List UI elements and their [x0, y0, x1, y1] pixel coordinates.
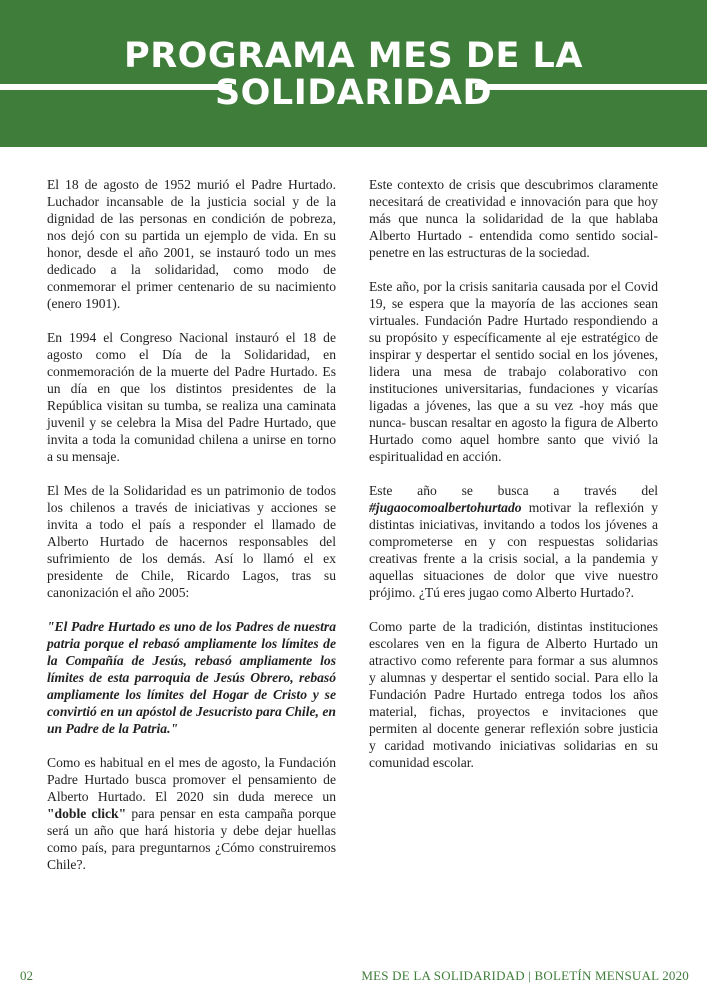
- page-title-line2: SOLIDARIDAD: [214, 73, 493, 113]
- paragraph: [369, 482, 658, 601]
- paragraph: En 1994 el Congreso Nacional instauró el 18 de agosto como el Día de la Solidaridad, en conmemoración de la muerte del Padre Hurtado. Es un día en que los distintos presidentes de la República visitan su tumba, se realiza una caminata juvenil y se celebra la Misa del Padre Hurtado, que invita a toda la comunidad chilena a unirse en torno a su mensaje.: [47, 330, 336, 464]
- text-span: para pensar en esta campaña porque será un año que hará historia y debe dejar huellas como país, para preguntarnos ¿Cómo construiremos Chile?.: [47, 806, 336, 872]
- text-span: Como es habitual en el mes de agosto, la Fundación Padre Hurtado busca promover el pensamiento de Alberto Hurtado. El 2020 sin duda merece un: [47, 755, 336, 804]
- right-column: [369, 176, 658, 788]
- paragraph: El 18 de agosto de 1952 murió el Padre Hurtado. Luchador incansable de la justicia social y de la dignidad de las personas en condición de pobreza, nos dejó con su partida un ejemplo de vida. En su honor, desde el año 2001, se instauró todo un mes dedicado a la solidaridad, como modo de conmemorar el primer centenario de su nacimiento (enero 1901).: [47, 177, 336, 311]
- paragraph: Este contexto de crisis que descubrimos claramente necesitará de creatividad e innovación para que hoy más que nunca la solidaridad de la que hablaba Alberto Hurtado - entendida como sentido social- penetre en las estructuras de la sociedad.: [369, 177, 658, 260]
- bold-text: "doble click": [47, 806, 127, 821]
- text-span: Este año se busca a través del: [369, 483, 658, 498]
- paragraph: [47, 754, 336, 873]
- paragraph: Este año, por la crisis sanitaria causada por el Covid 19, se espera que la mayoría de las acciones sean virtuales. Fundación Padre Hurtado respondiendo a su propósito y específicamente al eje estratégico de inspirar y despertar el sentido social en los jóvenes, lidera una mesa de trabajo colaborativo con instituciones universitarias, fundaciones y vicarías ligadas a jóvenes, las que a su vez -hoy más que nunca- buscan resaltar en agosto la figura de Alberto Hurtado como aquel hombre santo que vivió la espiritualidad en acción.: [369, 279, 658, 464]
- page-number: 02: [20, 968, 33, 983]
- left-column: [47, 176, 336, 890]
- text-span: motivar la reflexión y distintas iniciativas, invitando a todos los jóvenes a comprometerse en y con respuestas solidarias creativas frente a la crisis social, a la pandemia y aquellas situaciones de dolor que vive nuestro prójimo. ¿Tú eres jugao como Alberto Hurtado?.: [369, 500, 658, 600]
- hashtag: #jugaocomoalbertohurtado: [369, 500, 522, 515]
- paragraph: El Mes de la Solidaridad es un patrimonio de todos los chilenos a través de iniciativas y acciones se invita a todo el país a responder el llamado de Alberto Hurtado de hacernos responsables del sufrimiento de los demás. Así lo llamó el ex presidente de Chile, Ricardo Lagos, tras su canonización el año 2005:: [47, 483, 336, 600]
- paragraph: Como parte de la tradición, distintas instituciones escolares ven en la figura de Alberto Hurtado un atractivo como referente para formar a sus alumnos y alumnas y despertar el sentido social. Para ello la Fundación Padre Hurtado entrega todos los años material, fichas, proyectos e invitaciones que permiten al docente generar reflexión sobre justicia y caridad motivando iniciativas solidarias en su comunidad escolar.: [369, 619, 658, 770]
- page-title-line1: PROGRAMA MES DE LA: [124, 36, 583, 76]
- header-banner: [0, 0, 707, 147]
- quote-paragraph: "El Padre Hurtado es uno de los Padres de nuestra patria porque el rebasó ampliamente los límites de la Compañía de Jesús, rebasó ampliamente los límites de esta parroquia de Jesús Obrero, rebasó ampliamente los límites del Hogar de Cristo y se convirtió en un apóstol de Jesucristo para Chile, en un Padre de la Patria.": [47, 619, 336, 736]
- footer-text: MES DE LA SOLIDARIDAD | BOLETÍN MENSUAL 2020: [361, 968, 689, 983]
